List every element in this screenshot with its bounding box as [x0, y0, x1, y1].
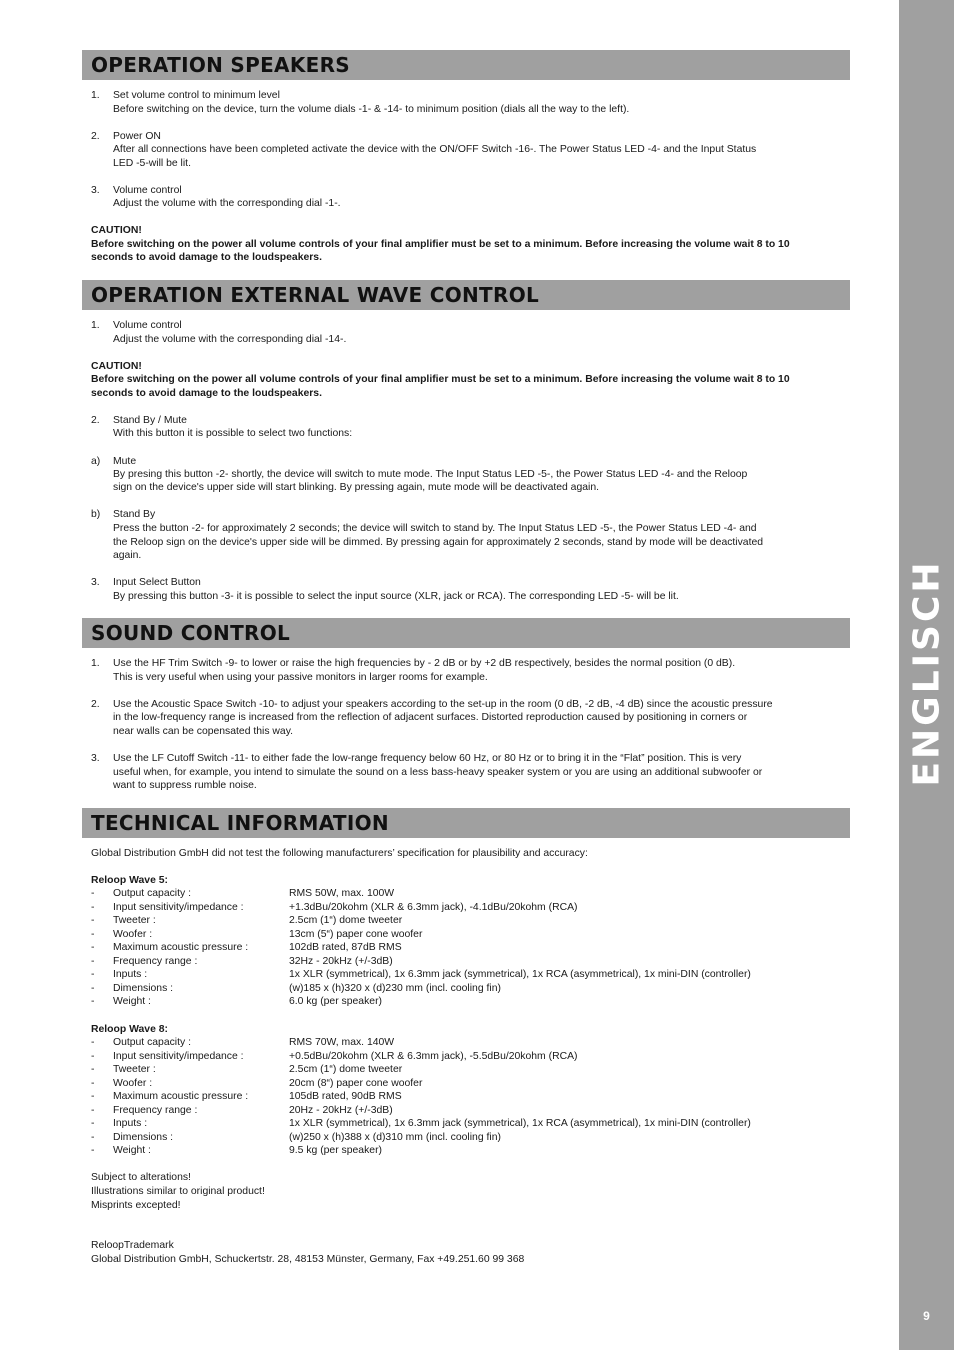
- spec-bullet: -: [91, 1104, 95, 1116]
- page-number: 9: [923, 1309, 930, 1323]
- section-header-technical-information: [82, 808, 850, 838]
- spec-label: Weight :: [113, 996, 151, 1007]
- list-item-heading: Stand By / Mute: [113, 415, 187, 426]
- spec-value: +1.3dBu/20kohm (XLR & 6.3mm jack), -4.1dBu/20kohm (RCA): [289, 901, 578, 913]
- section-title: OPERATION EXTERNAL WAVE CONTROL: [91, 283, 540, 307]
- spec-value: 6.0 kg (per speaker): [289, 996, 382, 1007]
- list-item-heading: Volume control: [113, 185, 182, 196]
- spec-value: +0.5dBu/20kohm (XLR & 6.3mm jack), -5.5dBu/20kohm (RCA): [289, 1050, 578, 1062]
- list-number: 2.: [91, 131, 100, 142]
- list-item-text: the Reloop sign on the device's upper side will be dimmed. By pressing again for approximately 2 seconds, stand by mode will be deactivated: [113, 537, 764, 548]
- list-number: 3.: [91, 185, 100, 196]
- spec-bullet: -: [91, 1050, 95, 1062]
- spec-label: Maximum acoustic pressure :: [113, 1091, 249, 1102]
- list-item-text: LED -5-will be lit.: [113, 158, 191, 169]
- list-item-heading: Mute: [113, 456, 137, 467]
- spec-value: 32Hz - 20kHz (+/-3dB): [289, 955, 393, 967]
- spec-group-title: Reloop Wave 5:: [91, 875, 168, 886]
- list-item-text: Adjust the volume with the corresponding dial -14-.: [113, 334, 347, 345]
- spec-label: Inputs :: [113, 969, 148, 980]
- list-item-text: want to suppress rumble noise.: [113, 780, 257, 791]
- spec-label: Frequency range :: [113, 1104, 198, 1116]
- spec-value: 2.5cm (1“) dome tweeter: [289, 915, 403, 926]
- list-item-text: again.: [113, 550, 142, 561]
- note-text: Subject to alterations!: [91, 1172, 191, 1183]
- spec-value: 105dB rated, 90dB RMS: [289, 1091, 402, 1102]
- spec-label: Inputs :: [113, 1118, 148, 1129]
- spec-bullet: -: [91, 942, 95, 953]
- spec-value: (w)250 x (h)388 x (d)310 mm (incl. cooling fin): [289, 1131, 501, 1143]
- list-item-heading: Volume control: [113, 320, 182, 331]
- list-number: 1.: [91, 320, 100, 331]
- section-title: SOUND CONTROL: [91, 621, 291, 645]
- caution-title: CAUTION!: [91, 361, 142, 372]
- list-item-text: in the low-frequency range is increased from the reflection of adjacent surfaces. Distorted reproduction caused by positioning in corners or: [113, 712, 748, 723]
- spec-value: 102dB rated, 87dB RMS: [289, 942, 402, 953]
- list-item-text: Use the HF Trim Switch -9- to lower or raise the high frequencies by - 2 dB or by +2 dB respectively, besides the normal position (0 dB).: [113, 658, 736, 669]
- spec-bullet: -: [91, 955, 95, 967]
- language-label: ENGLISCH: [906, 559, 948, 787]
- list-number: 2.: [91, 699, 100, 710]
- spec-bullet: -: [91, 1037, 95, 1048]
- caution-text: Before switching on the power all volume controls of your final amplifier must be set to a minimum. Before increasing the volume wait 8 to 10: [91, 239, 790, 250]
- list-item-heading: Input Select Button: [113, 577, 201, 588]
- list-item-text: useful when, for example, you intend to simulate the sound on a less bass-heavy speaker system or you are using an additional subwoofer or: [113, 767, 763, 778]
- caution-text: seconds to avoid damage to the loudspeakers.: [91, 388, 322, 399]
- spec-bullet: -: [91, 982, 95, 994]
- spec-label: Input sensitivity/impedance :: [113, 1050, 244, 1062]
- trademark-text: ReloopTrademark: [91, 1240, 174, 1251]
- spec-label: Dimensions :: [113, 982, 174, 994]
- list-item-text: By presing this button -2- shortly, the device will switch to mute mode. The Input Status LED -5-, the Power Status LED -4- and the Reloop: [113, 469, 748, 480]
- section-header-sound-control: [82, 618, 850, 648]
- spec-value: 9.5 kg (per speaker): [289, 1145, 382, 1156]
- spec-label: Tweeter :: [113, 915, 156, 926]
- list-number: 1.: [91, 90, 100, 101]
- list-item-heading: Stand By: [113, 509, 156, 520]
- list-item-heading: Set volume control to minimum level: [113, 90, 280, 101]
- spec-bullet: -: [91, 928, 95, 940]
- list-item-text: Use the Acoustic Space Switch -10- to adjust your speakers according to the set-up in the room (0 dB, -2 dB, -4 dB) since the acoustic pressure: [113, 699, 773, 710]
- caution-text: Before switching on the power all volume controls of your final amplifier must be set to a minimum. Before increasing the volume wait 8 to 10: [91, 374, 790, 385]
- spec-label: Dimensions :: [113, 1131, 174, 1143]
- spec-value: RMS 70W, max. 140W: [289, 1037, 395, 1048]
- caution-text: seconds to avoid damage to the loudspeakers.: [91, 252, 322, 263]
- spec-group-title: Reloop Wave 8:: [91, 1024, 168, 1035]
- spec-label: Woofer :: [113, 1077, 153, 1089]
- list-number: b): [91, 509, 101, 520]
- spec-bullet: -: [91, 1077, 95, 1089]
- spec-label: Weight :: [113, 1145, 151, 1156]
- note-text: Illustrations similar to original product!: [91, 1186, 265, 1197]
- list-item-text: By pressing this button -3- it is possible to select the input source (XLR, jack or RCA). The corresponding LED -5- will be lit.: [113, 591, 679, 602]
- spec-bullet: -: [91, 888, 95, 899]
- company-address: Global Distribution GmbH, Schuckertstr. 28, 48153 Münster, Germany, Fax +49.251.60 99 368: [91, 1254, 525, 1265]
- list-item-text: This is very useful when using your passive monitors in larger rooms for example.: [113, 672, 488, 683]
- disclaimer-text: Global Distribution GmbH did not test the following manufacturers’ specification for plausibility and accuracy:: [91, 848, 588, 859]
- spec-value: 1x XLR (symmetrical), 1x 6.3mm jack (symmetrical), 1x RCA (asymmetrical), 1x mini-DIN (controller): [289, 1118, 751, 1129]
- spec-label: Output capacity :: [113, 888, 191, 899]
- list-number: 3.: [91, 753, 100, 764]
- spec-bullet: -: [91, 1118, 95, 1129]
- section-title: OPERATION SPEAKERS: [91, 53, 351, 77]
- spec-value: 1x XLR (symmetrical), 1x 6.3mm jack (symmetrical), 1x RCA (asymmetrical), 1x mini-DIN (controller): [289, 969, 751, 980]
- spec-bullet: -: [91, 1091, 95, 1102]
- list-item-text: sign on the device's upper side will start blinking. By pressing again, mute mode will be deactivated again.: [113, 482, 599, 493]
- note-text: Misprints excepted!: [91, 1200, 181, 1211]
- spec-label: Tweeter :: [113, 1064, 156, 1075]
- spec-value: 2.5cm (1“) dome tweeter: [289, 1064, 403, 1075]
- spec-label: Output capacity :: [113, 1037, 191, 1048]
- spec-bullet: -: [91, 1145, 95, 1156]
- list-item-text: After all connections have been completed activate the device with the ON/OFF Switch -16-. The Power Status LED -4- and the Input Status: [113, 144, 757, 155]
- section-header-operation-external: [82, 280, 850, 310]
- caution-title: CAUTION!: [91, 225, 142, 236]
- list-item-text: Adjust the volume with the corresponding dial -1-.: [113, 198, 341, 209]
- spec-label: Maximum acoustic pressure :: [113, 942, 249, 953]
- section-title: TECHNICAL INFORMATION: [91, 811, 389, 835]
- spec-value: (w)185 x (h)320 x (d)230 mm (incl. cooling fin): [289, 982, 501, 994]
- list-number: 2.: [91, 415, 100, 426]
- spec-value: RMS 50W, max. 100W: [289, 888, 395, 899]
- spec-bullet: -: [91, 1131, 95, 1143]
- list-item-text: near walls can be copensated this way.: [113, 726, 294, 737]
- spec-bullet: -: [91, 1064, 95, 1075]
- list-item-heading: Power ON: [113, 131, 161, 142]
- spec-bullet: -: [91, 901, 95, 913]
- spec-bullet: -: [91, 996, 95, 1007]
- spec-bullet: -: [91, 915, 95, 926]
- list-item-text: Use the LF Cutoff Switch -11- to either fade the low-range frequency below 60 Hz, or 80 Hz or to bring it in the “Flat” position. This is very: [113, 753, 742, 764]
- spec-value: 13cm (5“) paper cone woofer: [289, 928, 423, 940]
- spec-bullet: -: [91, 969, 95, 980]
- spec-label: Frequency range :: [113, 955, 198, 967]
- list-item-text: Before switching on the device, turn the volume dials -1- & -14- to minimum position (dials all the way to the left).: [113, 104, 630, 115]
- spec-label: Woofer :: [113, 928, 153, 940]
- list-number: 3.: [91, 577, 100, 588]
- list-item-text: With this button it is possible to select two functions:: [113, 428, 353, 439]
- list-number: 1.: [91, 658, 100, 669]
- spec-value: 20cm (8“) paper cone woofer: [289, 1077, 423, 1089]
- spec-label: Input sensitivity/impedance :: [113, 901, 244, 913]
- section-header-operation-speakers: [82, 50, 850, 80]
- list-item-text: Press the button -2- for approximately 2 seconds; the device will switch to stand by. The Input Status LED -5-, the Power Status LED -4- and: [113, 523, 757, 534]
- spec-value: 20Hz - 20kHz (+/-3dB): [289, 1104, 393, 1116]
- list-number: a): [91, 456, 101, 467]
